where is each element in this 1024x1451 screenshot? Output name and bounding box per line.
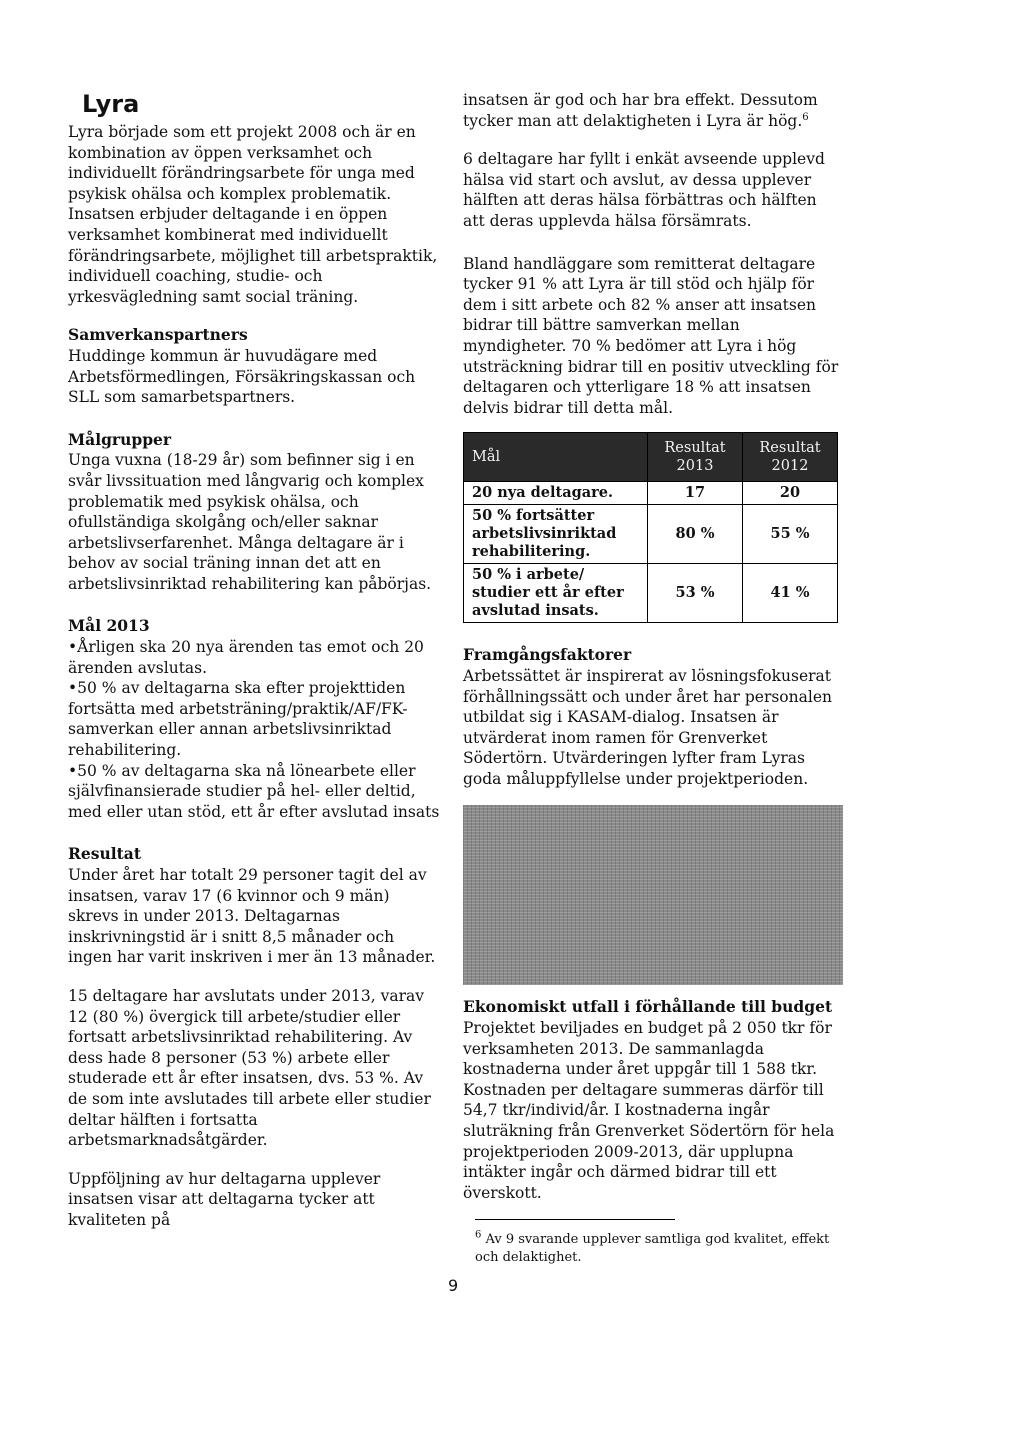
target-group-heading: Målgrupper	[68, 429, 172, 449]
goals-heading: Mål 2013	[68, 616, 150, 636]
page-title: Lyra	[82, 90, 140, 118]
result-paragraph-2: 15 deltagare har avslutats under 2013, varav 12 (80 %) övergick till arbete/studier eller fortsatt arbetslivsinriktad rehabilitering. Av dess hade 8 personer (53 %) arbete eller studerade ett år efter insatsen, dvs. 53 %. Av de som inte avslutades till arbete eller studier deltar hälften i fortsatta arbetsmarknadsåtgärder.	[68, 986, 431, 1150]
economy-heading: Ekonomiskt utfall i förhållande till budget	[463, 997, 833, 1017]
table-row	[464, 564, 838, 623]
intro-paragraph: Lyra började som ett projekt 2008 och är en kombination av öppen verksamhet och individuellt förändringsarbete för unga med psykisk ohälsa och komplex problematik. Insatsen erbjuder deltagande i en öppen verksamhet kombinerat med individuellt förändringsarbete, möjlighet till arbetspraktik, individuell coaching, studie- och yrkesvägledning samt social träning.	[68, 123, 438, 306]
table-row	[464, 505, 838, 564]
target-group-paragraph: Unga vuxna (18-29 år) som befinner sig i en svår livssituation med långvarig och komplex problematik med psykisk ohälsa, och ofullständiga skolgång och/eller saknar arbetslivserfarenhet. Många deltagare är i behov av social träning innan det att en arbetslivsinriktad rehabilitering kan påbörjas.	[68, 451, 432, 593]
right-column	[463, 90, 843, 1203]
page-number: 9	[448, 1276, 459, 1295]
continued-paragraph-2: 6 deltagare har fyllt i enkät avseende upplevd hälsa vid start och avslut, av dessa upplever hälften att deras hälsa förbättras och hälften att deras upplevda hälsa försämrats.	[463, 150, 825, 230]
footnote-text: Av 9 svarande upplever samtliga god kvalitet, effekt och delaktighet.	[475, 1232, 830, 1265]
table-cell-2012: 41 %	[743, 564, 838, 623]
table-cell-goal: 20 nya deltagare.	[464, 482, 648, 505]
footnote-reference[interactable]: 6	[802, 111, 809, 123]
table-header-2012: Resultat 2012	[743, 433, 838, 482]
success-factors-paragraph: Arbetssättet är inspirerat av lösningsfokuserat förhållningssätt och under året har personalen utbildat sig i KASAM-dialog. Insatsen är utvärderat inom ramen för Grenverket Södertörn. Utvärderingen lyfter fram Lyras goda måluppfyllelse under projektperioden.	[463, 666, 832, 788]
goal-item: • Årligen ska 20 nya ärenden tas emot och 20 ärenden avslutas.	[68, 637, 440, 678]
result-paragraph-3: Uppföljning av hur deltagarna upplever insatsen visar att deltagarna tycker att kvaliteten på	[68, 1169, 381, 1229]
partners-heading: Samverkanspartners	[68, 325, 248, 345]
scanned-image-block	[463, 805, 843, 985]
footnote	[475, 1231, 845, 1267]
table-header-row	[464, 433, 838, 482]
continued-text: insatsen är god och har bra effekt. Dessutom tycker man att delaktigheten i Lyra är hög.	[463, 91, 818, 130]
economy-paragraph: Projektet beviljades en budget på 2 050 tkr för verksamheten 2013. De sammanlagda kostnaderna under året uppgår till 1 588 tkr. Kostnaden per deltagare summeras därför till 54,7 tkr/individ/år. I kostnaderna ingår sluträkning från Grenverket Södertörn för hela projektperioden 2009-2013, där upplupna intäkter ingår och därmed bidrar till ett överskott.	[463, 1019, 835, 1202]
result-paragraph-1: Under året har totalt 29 personer tagit del av insatsen, varav 17 (6 kvinnor och 9 män) skrevs in under 2013. Deltagarnas inskrivningstid är i snitt 8,5 månader och ingen har varit inskriven i mer än 13 månader.	[68, 866, 436, 967]
left-column	[68, 90, 440, 1231]
table-row	[464, 482, 838, 505]
continued-paragraph-3: Bland handläggare som remitterat deltagare tycker 91 % att Lyra är till stöd och hjälp för dem i sitt arbete och 82 % anser att insatsen bidrar till bättre samverkan mellan myndigheter. 70 % bedömer att Lyra i hög utsträckning bidrar till en positiv utveckling för deltagaren och ytterligare 18 % att insatsen delvis bidrar till detta mål.	[463, 254, 839, 417]
table-header-2013: Resultat 2013	[648, 433, 743, 482]
goal-item: • 50 % av deltagarna ska efter projekttiden fortsätta med arbetsträning/praktik/AF/FK-samverkan eller annan arbetslivsinriktad rehabilitering.	[68, 678, 440, 760]
table-cell-2013: 80 %	[648, 505, 743, 564]
result-heading: Resultat	[68, 844, 141, 864]
goals-list	[68, 637, 440, 822]
goal-item: • 50 % av deltagarna ska nå lönearbete eller självfinansierade studier på hel- eller deltid, med eller utan stöd, ett år efter avslutad insats	[68, 761, 440, 823]
results-table	[463, 432, 838, 623]
success-factors-heading: Framgångsfaktorer	[463, 645, 632, 665]
table-cell-2013: 17	[648, 482, 743, 505]
partners-paragraph: Huddinge kommun är huvudägare med Arbetsförmedlingen, Försäkringskassan och SLL som samarbetspartners.	[68, 346, 416, 407]
footnote-divider	[475, 1219, 675, 1220]
table-cell-2012: 55 %	[743, 505, 838, 564]
continued-paragraph-1	[463, 90, 843, 131]
table-cell-goal: 50 % i arbete/ studier ett år efter avslutad insats.	[464, 564, 648, 623]
table-cell-2012: 20	[743, 482, 838, 505]
footnote-number: 6	[475, 1229, 482, 1241]
table-cell-goal: 50 % fortsätter arbetslivsinriktad rehabilitering.	[464, 505, 648, 564]
table-header-goal: Mål	[464, 433, 648, 482]
table-cell-2013: 53 %	[648, 564, 743, 623]
